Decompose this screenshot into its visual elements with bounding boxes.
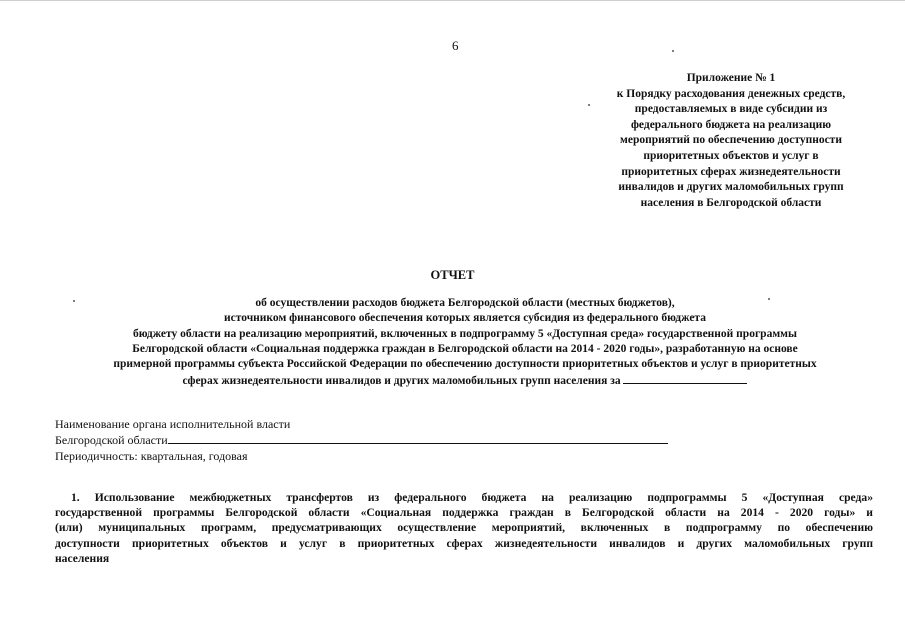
subtitle-line: бюджету области на реализацию мероприятий, включенных в подпрограмму 5 «Доступная среда» государственной программы	[133, 327, 797, 340]
organ-label: Наименование органа исполнительной власти	[55, 417, 291, 431]
appendix-header	[590, 71, 872, 211]
subtitle-line: примерной программы субъекта Российской Федерации по обеспечению доступности приоритетных объектов и услуг в приоритетных	[113, 358, 817, 371]
report-title: ОТЧЕТ	[430, 268, 475, 282]
appendix-line: мероприятий по обеспечению доступности	[620, 134, 842, 147]
organ-name-blank-line	[168, 432, 668, 444]
scan-speck	[588, 104, 590, 106]
scan-speck	[672, 50, 674, 52]
region-field	[55, 432, 695, 448]
appendix-line: Приложение № 1	[686, 72, 776, 84]
subtitle-line: об осуществлении расходов бюджета Белгородской области (местных бюджетов),	[255, 297, 675, 309]
section-1-line: (или) муниципальных программ, предусматривающих осуществление мероприятий, включенных в подпрограмму по обеспечению	[55, 521, 873, 535]
subtitle-line: источником финансового обеспечения которых является субсидия из федерального бюджета	[224, 312, 706, 325]
appendix-line: населения в Белгородской области	[640, 196, 822, 209]
periodicity: Периодичность: квартальная, годовая	[55, 449, 248, 463]
appendix-line: инвалидов и других маломобильных групп	[618, 181, 844, 194]
section-1-line: государственной программы Белгородской области «Социальная поддержка граждан в Белгородской области на 2014 - 2020 годы» и	[55, 506, 873, 520]
page-number: 6	[452, 38, 459, 53]
form-fields	[55, 416, 695, 464]
report-subtitle	[40, 296, 890, 390]
scan-top-edge	[0, 0, 905, 1]
subtitle-line-period	[40, 372, 890, 389]
section-1	[55, 490, 873, 566]
appendix-line: приоритетных объектов и услуг в	[643, 149, 819, 162]
scan-speck	[768, 298, 770, 300]
subtitle-line: сферах жизнедеятельности инвалидов и других маломобильных групп населения за	[182, 375, 621, 388]
subtitle-line: Белгородской области «Социальная поддержка граждан в Белгородской области на 2014 - 2020 годы», разработанную на основе	[132, 342, 798, 355]
scan-speck	[73, 300, 75, 302]
section-1-line: населения	[55, 551, 110, 565]
region-label: Белгородской области	[55, 433, 168, 447]
appendix-line: федерального бюджета на реализацию	[630, 118, 832, 131]
appendix-line: приоритетных сферах жизнедеятельности	[621, 165, 841, 178]
period-blank-line	[623, 372, 747, 384]
section-1-line: 1. Использование межбюджетных трансфертов из федерального бюджета на реализацию подпрограммы 5 «Доступная среда»	[71, 491, 873, 504]
appendix-line: к Порядку расходования денежных средств,	[616, 87, 846, 100]
appendix-line: предоставляемых в виде субсидии из	[634, 103, 828, 116]
section-1-line: доступности приоритетных объектов и услуг в приоритетных сферах жизнедеятельности инвалидов и других маломобильных групп	[55, 536, 873, 550]
